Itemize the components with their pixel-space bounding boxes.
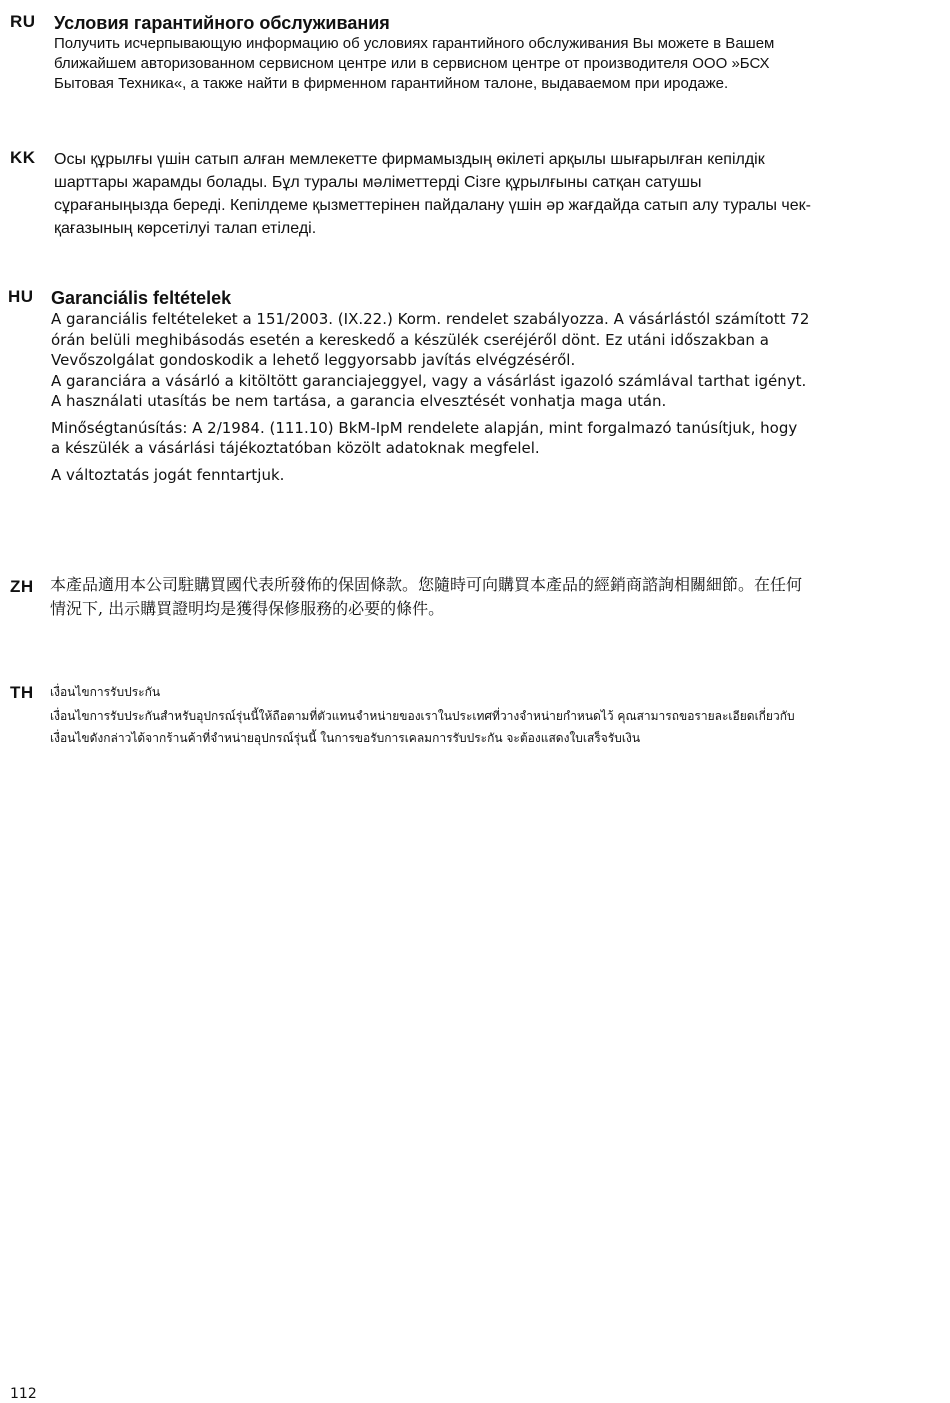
section-content bbox=[54, 148, 814, 240]
section-body: Получить исчерпывающую информацию об условиях гарантийного обслуживания Вы можете в Вашем ближайшем авторизованном сервисном центре или в сервисном центре от производителя ООО »БСХ Бытовая Техника«, а также найти в фирменном гарантийном талоне, выдаваемом при иродаже. bbox=[54, 35, 775, 92]
language-code: KK bbox=[10, 148, 36, 167]
section-content bbox=[54, 12, 814, 94]
section-title: Garanciális feltételek bbox=[51, 288, 232, 308]
section-content bbox=[51, 287, 811, 485]
language-code: HU bbox=[8, 287, 34, 306]
section-paragraph: A garanciális feltételeket a 151/2003. (IX.22.) Korm. rendelet szabályozza. A vásárlástól számított 72 órán belüli meghibásodás esetén a kereskedő a készülék cseréjéről dönt. Ez utáni időszakban a Vevőszolgálat gondoskodik a lehető leggyorsabb javítás elvégzéséről. bbox=[51, 310, 810, 369]
language-code: TH bbox=[10, 683, 34, 702]
section-title: เงื่อนไขการรับประกัน bbox=[50, 685, 161, 699]
section-body: Осы құрылғы үшін сатып алған мемлекетте фирмамыздың өкілеті арқылы шығарылған кепілдік шарттары жарамды болады. Бұл туралы мәліметтерді Сізге құрылғыны сатқан сатушы сұрағаныңызда береді. Кепілдеме қызметтерінен пайдалану үшін әр жағдайда сатып алу туралы чек-қағазының көрсетілуі талап етіледі. bbox=[54, 151, 811, 237]
language-code: RU bbox=[10, 12, 36, 31]
section-paragraph: A garanciára a vásárló a kitöltött garanciajeggyel, vagy a vásárlást igazoló számlával tarthat igényt. A használati utasítás be nem tartása, a garancia elvesztését vonhatja maga után. bbox=[51, 371, 807, 410]
section-body: 本產品適用本公司駐購買國代表所發佈的保固條款。您隨時可向購買本產品的經銷商諮詢相關細節。在任何情況下, 出示購買證明均是獲得保修服務的必要的條件。 bbox=[50, 575, 803, 618]
section-title: Условия гарантийного обслуживания bbox=[54, 13, 390, 33]
section-content bbox=[50, 573, 810, 621]
section-paragraph: A változtatás jogát fenntartjuk. bbox=[51, 465, 285, 484]
page-number: 112 bbox=[10, 1386, 37, 1402]
section-body: เงื่อนไขการรับประกันสำหรับอุปกรณ์รุ่นนี้ให้ถือตามที่ตัวแทนจำหน่ายของเราในประเทศที่วางจำหน่ายกำหนดไว้ คุณสามารถขอรายละเอียดเกี่ยวกับเงื่อนไขดังกล่าวได้จากร้านค้าที่จำหน่ายอุปกรณ์รุ่นนี้ ในการขอรับการเคลมการรับประกัน จะต้องแสดงใบเสร็จรับเงิน bbox=[50, 709, 795, 745]
section-content bbox=[50, 683, 810, 749]
language-code: ZH bbox=[10, 577, 34, 596]
section-paragraph: Minőségtanúsítás: A 2/1984. (111.10) BkM-IpM rendelete alapján, mint forgalmazó tanúsítjuk, hogy a készülék a vásárlási tájékoztatóban közölt adatoknak megfelel. bbox=[51, 418, 798, 457]
